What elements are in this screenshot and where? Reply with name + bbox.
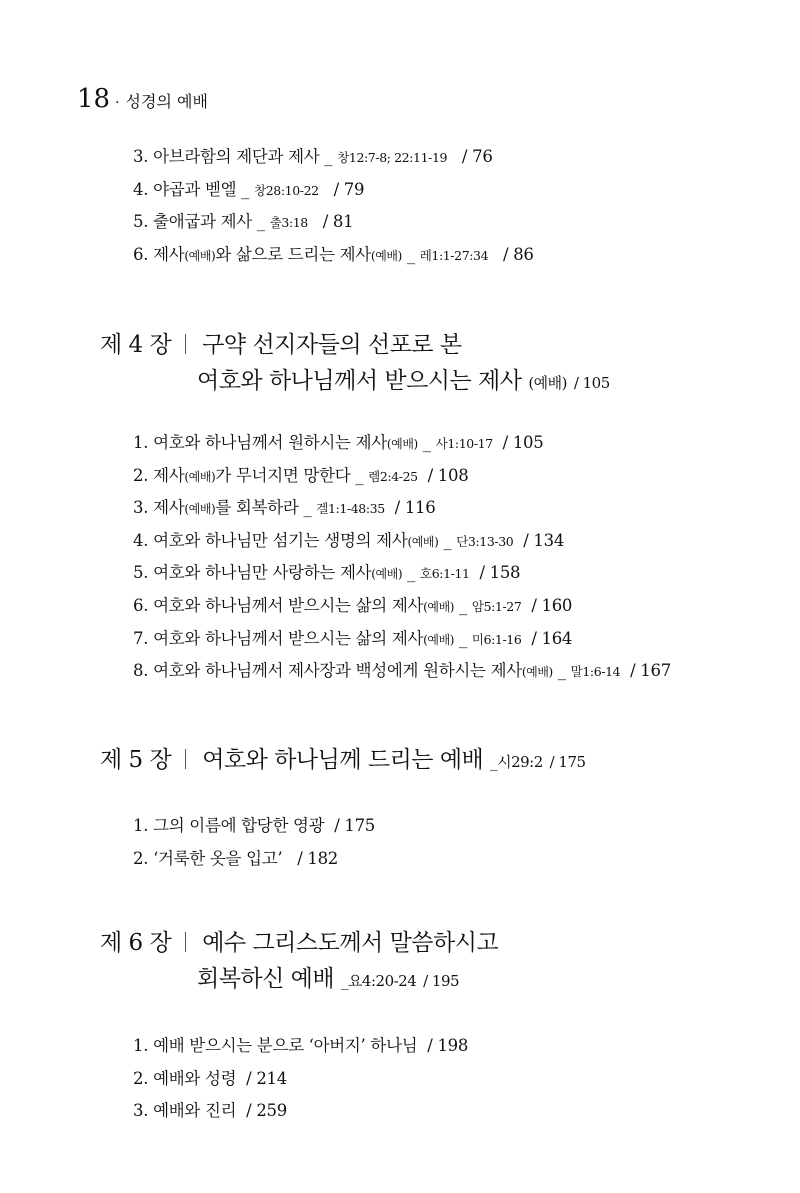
entry-page: / 167 xyxy=(630,661,671,681)
chapter-page: / 195 xyxy=(423,972,460,990)
chapter-label: 제 5 장 xyxy=(100,747,172,773)
chapter-title-cont: 회복하신 예배 xyxy=(197,966,335,992)
toc-entry: 6. 제사(예배)와 삶으로 드리는 제사(예배) _ 레1:1-27:34 / 86 xyxy=(133,244,534,264)
chapter-label: 제 4 장 xyxy=(100,332,172,358)
toc-entry: 3. 아브라함의 제단과 제사 _ 창12:7-8; 22:11-19 / 76 xyxy=(133,147,493,166)
entry-page: / 214 xyxy=(246,1068,287,1088)
entry-page: / 105 xyxy=(502,433,544,452)
chapter4-heading: 제 4 장 구약 선지자들의 선포로 본 여호와 하나님께서 받으시는 제사 (예배) / 105 xyxy=(100,332,610,394)
entry-page: / 76 xyxy=(461,147,493,166)
toc-entry: 2. 예배와 성령 / 214 xyxy=(133,1068,287,1088)
chapter-page: / 105 xyxy=(573,374,610,392)
chapter-divider xyxy=(185,334,186,354)
toc-entry: 7. 여호와 하나님께서 받으시는 삶의 제사(예배) _ 미6:1-16 / 164 xyxy=(133,628,573,648)
toc-entry: 1. 여호와 하나님께서 원하시는 제사(예배) _ 사1:10-17 / 105 xyxy=(133,433,544,452)
chapter-title: 구약 선지자들의 선포로 본 xyxy=(202,332,462,358)
chapter5-item-list xyxy=(133,810,375,875)
toc-entry: 3. 예배와 진리 / 259 xyxy=(133,1101,287,1121)
toc-entry: 1. 그의 이름에 합당한 영광 / 175 xyxy=(133,816,376,835)
chapter-title-cont: 여호와 하나님께서 받으시는 제사 xyxy=(197,368,522,394)
chapter4-item-list xyxy=(133,427,671,688)
chapter6-item-list xyxy=(133,1030,468,1128)
entry-page: / 160 xyxy=(531,595,573,615)
page-number: 18 xyxy=(77,84,111,114)
entry-page: / 116 xyxy=(394,498,436,518)
toc-entry: 3. 제사(예배)를 회복하라 _ 겔1:1-48:35 / 116 xyxy=(133,498,436,518)
toc-entry: 8. 여호와 하나님께서 제사장과 백성에게 원하시는 제사(예배) _ 말1:6-14 / 167 xyxy=(133,661,671,681)
book-title: 성경의 예배 xyxy=(125,92,208,111)
toc-entry: 4. 여호와 하나님만 섬기는 생명의 제사(예배) _ 단3:13-30 / 134 xyxy=(133,530,565,550)
chapter-divider xyxy=(185,749,186,769)
entry-page: / 198 xyxy=(427,1036,469,1055)
chapter-page: / 175 xyxy=(549,753,586,771)
entry-page: / 182 xyxy=(297,848,338,868)
toc-entry: 5. 여호와 하나님만 사랑하는 제사(예배) _ 호6:1-11 / 158 xyxy=(133,563,521,583)
chapter-title: 예수 그리스도께서 말씀하시고 xyxy=(202,930,499,956)
chapter6-heading xyxy=(100,925,498,999)
entry-page: / 175 xyxy=(334,816,376,835)
toc-entry: 2. ‘거룩한 옷을 입고’ / 182 xyxy=(133,848,338,868)
toc-entry: 2. 제사(예배)가 무너지면 망한다 _ 렘2:4-25 / 108 xyxy=(133,465,469,485)
entry-page: / 81 xyxy=(322,212,354,232)
entry-page: / 158 xyxy=(479,563,521,583)
entry-page: / 108 xyxy=(427,465,469,485)
chapter-divider xyxy=(185,932,186,952)
chapter-ref: _요4:20-24 xyxy=(340,972,417,990)
entry-page: / 79 xyxy=(333,179,365,199)
running-header xyxy=(77,84,208,114)
toc-entry: 1. 예배 받으시는 분으로 ‘아버지’ 하나님 / 198 xyxy=(133,1036,469,1055)
chapter-ref: _시29:2 xyxy=(490,753,543,771)
toc-entry: 4. 야곱과 벧엘 _ 창28:10-22 / 79 xyxy=(133,179,365,199)
entry-page: / 164 xyxy=(531,628,573,648)
toc-entry: 5. 출애굽과 제사 _ 출3:18 / 81 xyxy=(133,212,354,232)
toc-entry: 6. 여호와 하나님께서 받으시는 삶의 제사(예배) _ 암5:1-27 / 160 xyxy=(133,595,573,615)
header-separator: · xyxy=(115,95,120,111)
entry-page: / 259 xyxy=(246,1101,287,1121)
chapter5-heading xyxy=(100,742,586,780)
chapter3-item-list xyxy=(133,141,534,271)
chapter-label: 제 6 장 xyxy=(100,930,172,956)
entry-page: / 86 xyxy=(503,244,534,264)
chapter-title: 여호와 하나님께 드리는 예배 xyxy=(202,747,484,773)
entry-page: / 134 xyxy=(523,530,565,550)
